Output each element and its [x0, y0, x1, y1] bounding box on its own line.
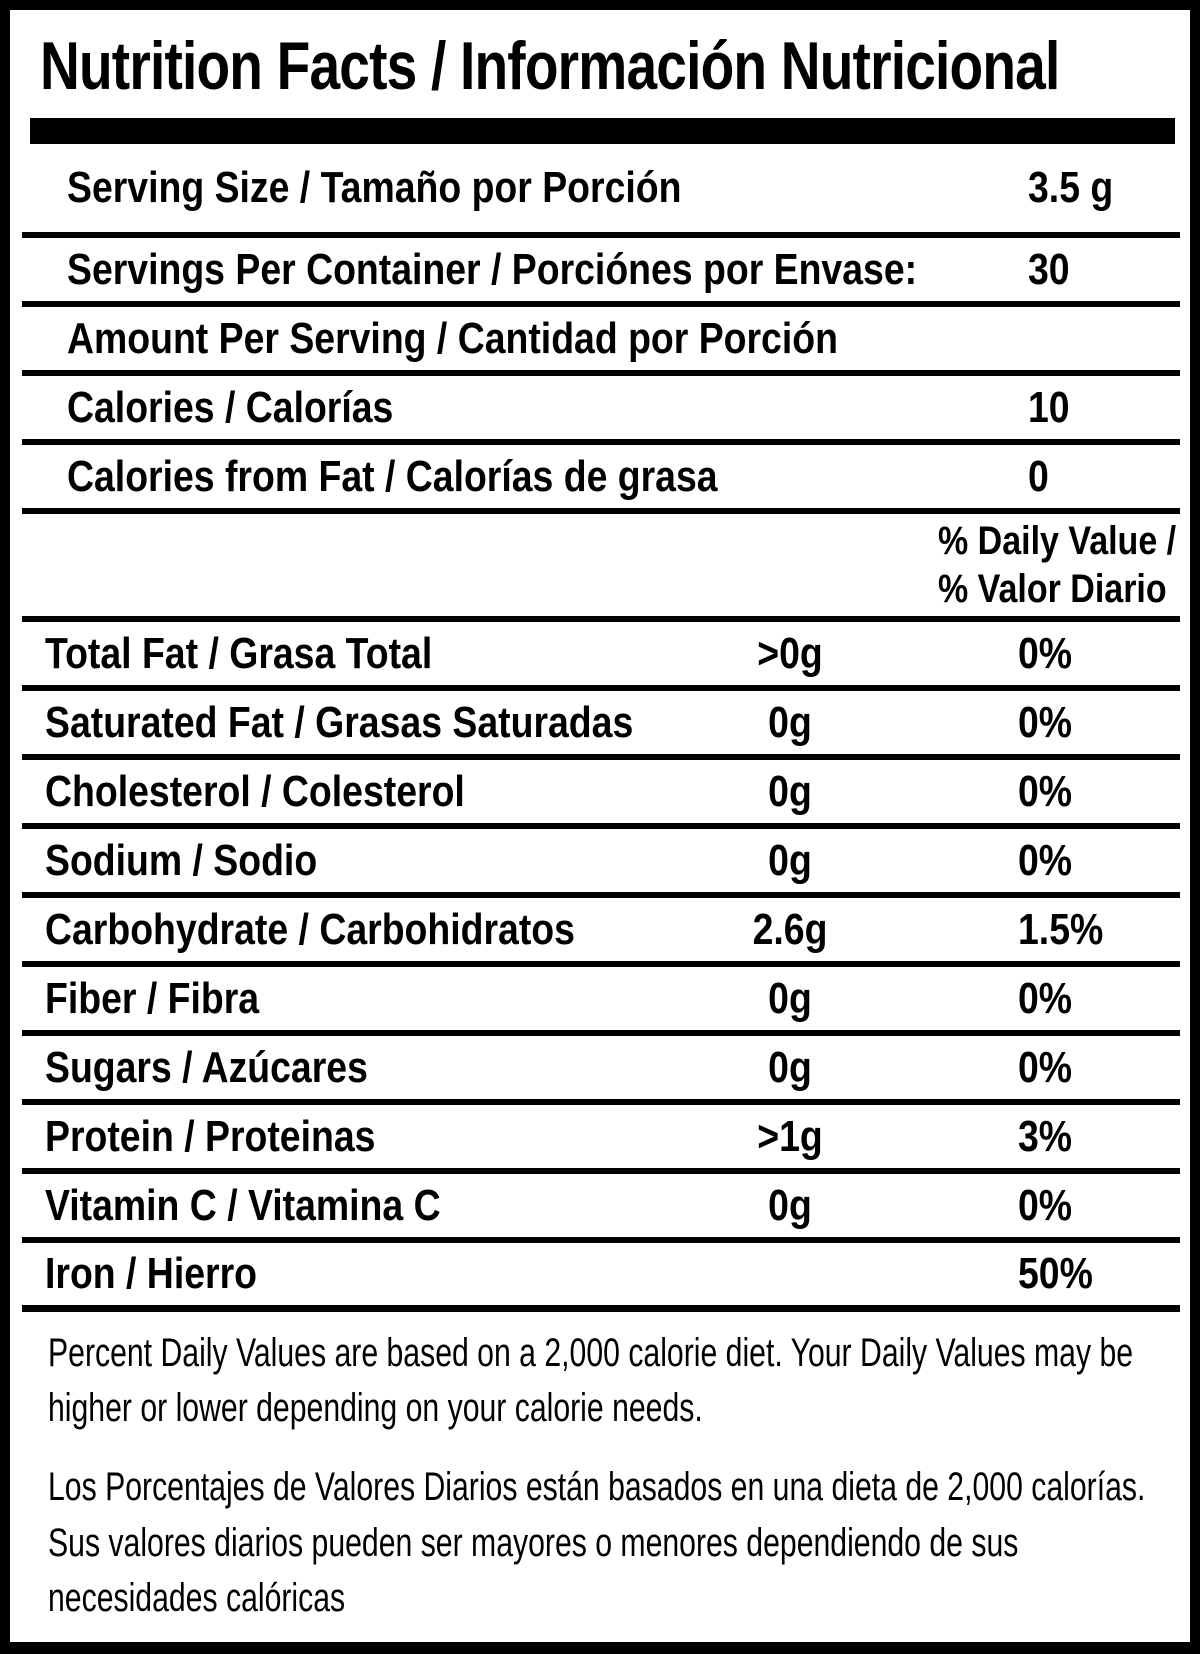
title-divider-bar — [30, 118, 1175, 144]
serving-row-label: Servings Per Container / Porciónes por Envase: — [67, 244, 918, 294]
serving-row — [22, 238, 1180, 307]
serving-row-value: 0 — [1028, 451, 1049, 501]
daily-value-line1: % Daily Value / — [938, 519, 1177, 563]
serving-row-label: Calories from Fat / Calorías de grasa — [67, 451, 718, 501]
nutrient-row-amount: 2.6g — [752, 904, 828, 954]
serving-row-value: 3.5 g — [1028, 163, 1114, 212]
footnote-english: Percent Daily Values are based on a 2,000 calorie diet. Your Daily Values may be higher or lower depending on your calorie needs. — [48, 1331, 1134, 1431]
nutrient-row — [22, 1174, 1180, 1243]
serving-row-value: 30 — [1028, 244, 1070, 294]
nutrient-row — [22, 967, 1180, 1036]
nutrient-section — [22, 622, 1180, 1312]
serving-row — [22, 307, 1180, 376]
nutrient-row — [22, 760, 1180, 829]
serving-row-value: 10 — [1028, 382, 1070, 432]
nutrient-row-label: Total Fat / Grasa Total — [45, 628, 433, 678]
daily-value-header — [22, 514, 1180, 622]
nutrient-row — [22, 1036, 1180, 1105]
label-title-text: Nutrition Facts / Información Nutricional — [40, 28, 1060, 104]
serving-row-label: Serving Size / Tamaño por Porción — [67, 163, 682, 212]
nutrient-row-label: Cholesterol / Colesterol — [45, 766, 465, 816]
nutrient-row-amount: 0g — [768, 1042, 812, 1092]
nutrient-row-percent: 0% — [1018, 1042, 1073, 1092]
nutrient-row-label: Sodium / Sodio — [45, 835, 318, 885]
serving-row — [22, 445, 1180, 514]
serving-row — [22, 376, 1180, 445]
nutrient-row-label: Protein / Proteinas — [45, 1111, 376, 1161]
nutrient-row-label: Sugars / Azúcares — [45, 1042, 368, 1092]
serving-section — [22, 144, 1180, 514]
nutrient-row-amount: 0g — [768, 835, 812, 885]
nutrient-row-percent: 0% — [1018, 973, 1073, 1023]
nutrient-row-percent: 1.5% — [1018, 904, 1104, 954]
nutrient-row-amount: >1g — [757, 1111, 823, 1161]
footnotes — [10, 1312, 1190, 1626]
nutrient-row-label: Carbohydrate / Carbohidratos — [45, 904, 575, 954]
nutrient-row-amount: >0g — [757, 628, 823, 678]
nutrient-row-amount: 0g — [768, 766, 812, 816]
nutrient-row-amount: 0g — [768, 697, 812, 747]
nutrient-row-percent: 0% — [1018, 835, 1073, 885]
nutrient-row-percent: 3% — [1018, 1111, 1073, 1161]
serving-row — [22, 144, 1180, 238]
nutrient-row — [22, 691, 1180, 760]
nutrient-row-percent: 0% — [1018, 628, 1073, 678]
nutrient-row-label: Fiber / Fibra — [45, 973, 260, 1023]
daily-value-header-text — [938, 517, 1176, 613]
nutrition-table — [22, 144, 1180, 1312]
footnote-spanish: Los Porcentajes de Valores Diarios están basados en una dieta de 2,000 calorías. Sus valores diarios pueden ser mayores o menores dependiendo de sus necesidades calóricas — [48, 1465, 1146, 1620]
label-title — [10, 10, 1190, 104]
nutrient-row-percent: 0% — [1018, 766, 1073, 816]
nutrient-row — [22, 898, 1180, 967]
nutrient-row-label: Saturated Fat / Grasas Saturadas — [45, 697, 634, 747]
nutrient-row-percent: 0% — [1018, 697, 1073, 747]
nutrient-row — [22, 829, 1180, 898]
daily-value-line2: % Valor Diario — [938, 567, 1167, 611]
nutrient-row-label: Iron / Hierro — [45, 1249, 257, 1298]
nutrient-row — [22, 1105, 1180, 1174]
nutrient-row-percent: 50% — [1018, 1249, 1093, 1298]
serving-row-label: Calories / Calorías — [67, 382, 394, 432]
serving-row-label: Amount Per Serving / Cantidad por Porción — [67, 313, 838, 363]
nutrient-row-amount: 0g — [768, 1180, 812, 1230]
nutrient-row-percent: 0% — [1018, 1180, 1073, 1230]
nutrient-row — [22, 1243, 1180, 1312]
nutrient-row — [22, 622, 1180, 691]
nutrient-row-label: Vitamin C / Vitamina C — [45, 1180, 441, 1230]
nutrient-row-amount: 0g — [768, 973, 812, 1023]
